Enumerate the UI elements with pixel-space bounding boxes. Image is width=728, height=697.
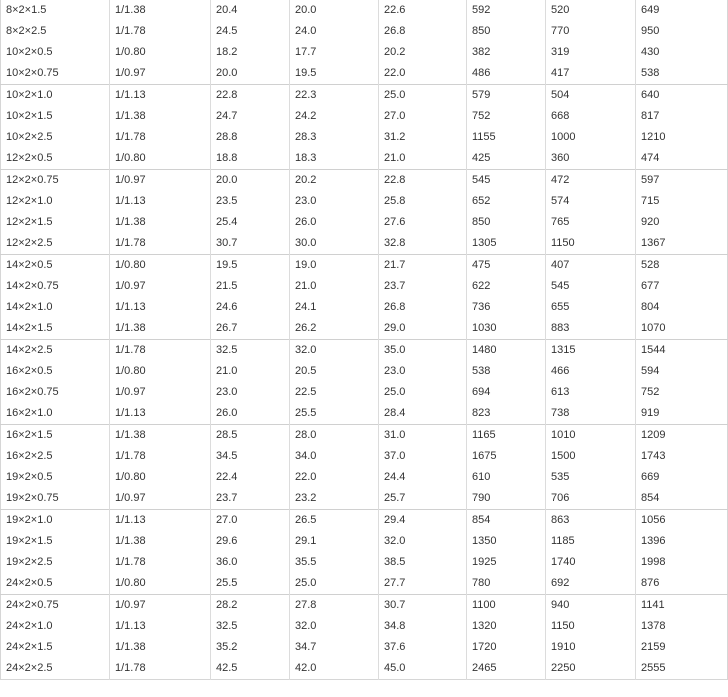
conductor-cell: 1/1.78 (110, 552, 211, 573)
weight-c-cell: 597 (636, 170, 728, 192)
dia-c-cell: 32.0 (379, 531, 467, 552)
table-row (1, 446, 728, 467)
dia-a-cell: 26.7 (211, 318, 290, 340)
dia-c-cell: 34.8 (379, 616, 467, 637)
weight-a-cell: 736 (467, 297, 546, 318)
dia-c-cell: 21.7 (379, 255, 467, 277)
spec-cell: 24×2×2.5 (6, 662, 53, 674)
table-row (1, 637, 728, 658)
table-row (1, 127, 728, 148)
dia-a-cell: 35.2 (211, 637, 290, 658)
dia-a-cell: 27.0 (211, 510, 290, 532)
spec-cell: 24×2×0.75 (1, 595, 110, 617)
conductor-cell: 1/1.78 (110, 127, 211, 148)
dia-b-cell: 26.2 (290, 318, 379, 340)
dia-a-cell: 25.4 (211, 212, 290, 233)
conductor-cell: 1/0.97 (110, 595, 211, 617)
spec-cell: 10×2×1.0 (1, 85, 110, 107)
dia-c-cell: 45.0 (379, 658, 467, 680)
table-row (1, 467, 728, 488)
weight-c-cell: 430 (636, 42, 728, 63)
dia-b-cell: 26.5 (290, 510, 379, 532)
table-row (1, 616, 728, 637)
weight-b-cell: 574 (546, 191, 636, 212)
dia-a-cell: 28.2 (211, 595, 290, 617)
conductor-cell: 1/1.78 (110, 21, 211, 42)
conductor-cell: 1/0.80 (110, 148, 211, 170)
conductor-cell: 1/0.97 (110, 276, 211, 297)
weight-c-cell: 752 (636, 382, 728, 403)
weight-a-cell: 1030 (467, 318, 546, 340)
dia-b-cell: 24.2 (290, 106, 379, 127)
dia-c-cell: 37.6 (379, 637, 467, 658)
spec-cell: 19×2×1.0 (1, 510, 110, 532)
dia-c-cell: 25.0 (379, 382, 467, 403)
table-row (1, 425, 728, 447)
weight-b-cell: 504 (546, 85, 636, 107)
weight-a-cell: 1925 (467, 552, 546, 573)
spec-cell: 16×2×0.75 (6, 386, 59, 398)
dia-c-cell: 20.2 (379, 42, 467, 63)
weight-b-cell: 466 (546, 361, 636, 382)
weight-b-cell: 940 (546, 595, 636, 617)
weight-b-cell: 655 (546, 297, 636, 318)
table-row (1, 340, 728, 362)
dia-b-cell: 30.0 (290, 233, 379, 255)
weight-b-cell: 2250 (546, 658, 636, 680)
dia-a-cell: 24.6 (211, 297, 290, 318)
weight-c-cell: 950 (636, 21, 728, 42)
table-row (1, 488, 728, 510)
dia-b-cell: 25.0 (290, 573, 379, 595)
weight-b-cell: 1150 (546, 233, 636, 255)
conductor-cell: 1/1.38 (110, 106, 211, 127)
table-row (1, 573, 728, 595)
dia-c-cell: 31.2 (379, 127, 467, 148)
dia-c-cell: 22.0 (379, 63, 467, 85)
dia-b-cell: 17.7 (290, 42, 379, 63)
spec-cell: 14×2×1.0 (6, 301, 53, 313)
dia-b-cell: 20.2 (290, 170, 379, 192)
dia-c-cell: 22.6 (379, 0, 467, 21)
spec-cell: 14×2×0.75 (6, 280, 59, 292)
weight-c-cell: 920 (636, 212, 728, 233)
conductor-cell: 1/1.78 (110, 340, 211, 362)
conductor-cell: 1/0.80 (110, 573, 211, 595)
spec-cell: 10×2×0.75 (6, 67, 59, 79)
weight-c-cell: 649 (636, 0, 728, 21)
weight-c-cell: 1141 (636, 595, 728, 617)
dia-b-cell: 20.5 (290, 361, 379, 382)
dia-a-cell: 19.5 (211, 255, 290, 277)
dia-b-cell: 22.0 (290, 467, 379, 488)
conductor-cell: 1/0.97 (110, 382, 211, 403)
weight-a-cell: 780 (467, 573, 546, 595)
dia-a-cell: 32.5 (211, 340, 290, 362)
spec-cell: 12×2×1.0 (6, 195, 53, 207)
dia-a-cell: 22.8 (211, 85, 290, 107)
weight-b-cell: 613 (546, 382, 636, 403)
dia-b-cell: 20.0 (290, 0, 379, 21)
conductor-cell: 1/1.13 (110, 403, 211, 425)
dia-b-cell: 23.0 (290, 191, 379, 212)
conductor-cell: 1/1.13 (110, 616, 211, 637)
dia-a-cell: 28.8 (211, 127, 290, 148)
dia-a-cell: 23.5 (211, 191, 290, 212)
weight-b-cell: 1740 (546, 552, 636, 573)
spec-cell: 24×2×1.0 (6, 620, 53, 632)
spec-cell: 10×2×2.5 (6, 131, 53, 143)
dia-a-cell: 24.7 (211, 106, 290, 127)
spec-cell: 16×2×1.5 (1, 425, 110, 447)
dia-b-cell: 42.0 (290, 658, 379, 680)
dia-a-cell: 22.4 (211, 467, 290, 488)
conductor-cell: 1/1.38 (110, 212, 211, 233)
weight-a-cell: 1305 (467, 233, 546, 255)
table-row (1, 552, 728, 573)
table-row (1, 297, 728, 318)
dia-b-cell: 28.3 (290, 127, 379, 148)
conductor-cell: 1/1.13 (110, 191, 211, 212)
spec-table-body (1, 0, 728, 680)
dia-a-cell: 21.0 (211, 361, 290, 382)
weight-a-cell: 382 (467, 42, 546, 63)
conductor-cell: 1/0.80 (110, 361, 211, 382)
weight-a-cell: 475 (467, 255, 546, 277)
dia-a-cell: 30.7 (211, 233, 290, 255)
weight-a-cell: 1350 (467, 531, 546, 552)
weight-a-cell: 1675 (467, 446, 546, 467)
dia-a-cell: 29.6 (211, 531, 290, 552)
weight-b-cell: 319 (546, 42, 636, 63)
weight-b-cell: 545 (546, 276, 636, 297)
dia-c-cell: 30.7 (379, 595, 467, 617)
spec-cell: 8×2×1.5 (6, 4, 47, 16)
weight-a-cell: 2465 (467, 658, 546, 680)
weight-a-cell: 850 (467, 212, 546, 233)
spec-cell: 19×2×0.5 (6, 471, 53, 483)
weight-c-cell: 538 (636, 63, 728, 85)
table-row (1, 42, 728, 63)
dia-b-cell: 28.0 (290, 425, 379, 447)
spec-cell: 12×2×0.75 (1, 170, 110, 192)
table-row (1, 63, 728, 85)
dia-b-cell: 23.2 (290, 488, 379, 510)
dia-a-cell: 34.5 (211, 446, 290, 467)
dia-c-cell: 35.0 (379, 340, 467, 362)
dia-b-cell: 26.0 (290, 212, 379, 233)
weight-c-cell: 919 (636, 403, 728, 425)
weight-b-cell: 883 (546, 318, 636, 340)
weight-c-cell: 669 (636, 467, 728, 488)
conductor-cell: 1/1.38 (110, 637, 211, 658)
weight-c-cell: 1378 (636, 616, 728, 637)
dia-c-cell: 27.6 (379, 212, 467, 233)
weight-a-cell: 486 (467, 63, 546, 85)
weight-c-cell: 677 (636, 276, 728, 297)
weight-c-cell: 1367 (636, 233, 728, 255)
dia-a-cell: 20.4 (211, 0, 290, 21)
weight-b-cell: 1185 (546, 531, 636, 552)
dia-b-cell: 22.3 (290, 85, 379, 107)
weight-b-cell: 1500 (546, 446, 636, 467)
weight-a-cell: 622 (467, 276, 546, 297)
weight-b-cell: 765 (546, 212, 636, 233)
spec-cell: 12×2×2.5 (6, 237, 53, 249)
weight-b-cell: 1010 (546, 425, 636, 447)
dia-c-cell: 23.7 (379, 276, 467, 297)
weight-a-cell: 1165 (467, 425, 546, 447)
spec-cell: 24×2×1.5 (6, 641, 53, 653)
dia-b-cell: 27.8 (290, 595, 379, 617)
conductor-cell: 1/0.80 (110, 467, 211, 488)
table-row (1, 382, 728, 403)
spec-cell: 16×2×1.0 (6, 407, 53, 419)
dia-c-cell: 27.7 (379, 573, 467, 595)
weight-b-cell: 1315 (546, 340, 636, 362)
spec-cell: 14×2×0.5 (1, 255, 110, 277)
dia-c-cell: 24.4 (379, 467, 467, 488)
table-row (1, 318, 728, 340)
dia-b-cell: 21.0 (290, 276, 379, 297)
spec-cell: 12×2×0.5 (6, 152, 53, 164)
weight-c-cell: 1070 (636, 318, 728, 340)
table-row (1, 212, 728, 233)
table-row (1, 85, 728, 107)
dia-b-cell: 18.3 (290, 148, 379, 170)
weight-a-cell: 579 (467, 85, 546, 107)
conductor-cell: 1/0.97 (110, 63, 211, 85)
table-row (1, 595, 728, 617)
table-row (1, 106, 728, 127)
conductor-cell: 1/0.80 (110, 255, 211, 277)
weight-b-cell: 770 (546, 21, 636, 42)
dia-a-cell: 28.5 (211, 425, 290, 447)
weight-b-cell: 472 (546, 170, 636, 192)
spec-cell: 19×2×2.5 (6, 556, 53, 568)
table-row (1, 531, 728, 552)
weight-c-cell: 474 (636, 148, 728, 170)
spec-cell: 19×2×0.75 (6, 492, 59, 504)
weight-a-cell: 610 (467, 467, 546, 488)
conductor-cell: 1/1.13 (110, 297, 211, 318)
weight-a-cell: 1320 (467, 616, 546, 637)
table-row (1, 191, 728, 212)
table-row (1, 0, 728, 21)
table-row (1, 510, 728, 532)
spec-cell: 16×2×2.5 (6, 450, 53, 462)
dia-b-cell: 24.0 (290, 21, 379, 42)
dia-a-cell: 23.0 (211, 382, 290, 403)
weight-b-cell: 692 (546, 573, 636, 595)
dia-a-cell: 18.2 (211, 42, 290, 63)
weight-c-cell: 715 (636, 191, 728, 212)
weight-a-cell: 854 (467, 510, 546, 532)
dia-c-cell: 25.8 (379, 191, 467, 212)
conductor-cell: 1/1.78 (110, 233, 211, 255)
weight-a-cell: 752 (467, 106, 546, 127)
weight-b-cell: 738 (546, 403, 636, 425)
weight-a-cell: 694 (467, 382, 546, 403)
weight-a-cell: 425 (467, 148, 546, 170)
weight-b-cell: 520 (546, 0, 636, 21)
spec-cell: 16×2×0.5 (6, 365, 53, 377)
conductor-cell: 1/1.38 (110, 0, 211, 21)
table-row (1, 658, 728, 680)
weight-c-cell: 2555 (636, 658, 728, 680)
weight-a-cell: 1155 (467, 127, 546, 148)
conductor-cell: 1/1.78 (110, 658, 211, 680)
table-row (1, 276, 728, 297)
weight-a-cell: 545 (467, 170, 546, 192)
spec-cell: 10×2×0.5 (6, 46, 53, 58)
conductor-cell: 1/1.13 (110, 510, 211, 532)
dia-b-cell: 29.1 (290, 531, 379, 552)
weight-b-cell: 706 (546, 488, 636, 510)
dia-a-cell: 36.0 (211, 552, 290, 573)
weight-a-cell: 823 (467, 403, 546, 425)
dia-b-cell: 32.0 (290, 340, 379, 362)
dia-a-cell: 25.5 (211, 573, 290, 595)
dia-b-cell: 34.0 (290, 446, 379, 467)
spec-cell: 12×2×1.5 (6, 216, 53, 228)
weight-a-cell: 1720 (467, 637, 546, 658)
weight-b-cell: 668 (546, 106, 636, 127)
weight-a-cell: 652 (467, 191, 546, 212)
dia-c-cell: 26.8 (379, 297, 467, 318)
conductor-cell: 1/1.38 (110, 425, 211, 447)
table-row (1, 21, 728, 42)
conductor-cell: 1/1.78 (110, 446, 211, 467)
weight-c-cell: 1209 (636, 425, 728, 447)
conductor-cell: 1/0.97 (110, 170, 211, 192)
dia-a-cell: 23.7 (211, 488, 290, 510)
dia-c-cell: 25.0 (379, 85, 467, 107)
spec-cell: 10×2×1.5 (6, 110, 53, 122)
weight-c-cell: 854 (636, 488, 728, 510)
weight-a-cell: 592 (467, 0, 546, 21)
spec-cell: 14×2×2.5 (1, 340, 110, 362)
dia-c-cell: 32.8 (379, 233, 467, 255)
conductor-cell: 1/1.13 (110, 85, 211, 107)
dia-c-cell: 27.0 (379, 106, 467, 127)
weight-c-cell: 640 (636, 85, 728, 107)
weight-b-cell: 1150 (546, 616, 636, 637)
weight-a-cell: 538 (467, 361, 546, 382)
dia-c-cell: 28.4 (379, 403, 467, 425)
conductor-cell: 1/1.38 (110, 531, 211, 552)
dia-c-cell: 25.7 (379, 488, 467, 510)
table-row (1, 361, 728, 382)
weight-c-cell: 804 (636, 297, 728, 318)
weight-c-cell: 1998 (636, 552, 728, 573)
weight-a-cell: 790 (467, 488, 546, 510)
dia-b-cell: 22.5 (290, 382, 379, 403)
dia-a-cell: 26.0 (211, 403, 290, 425)
dia-a-cell: 21.5 (211, 276, 290, 297)
dia-a-cell: 18.8 (211, 148, 290, 170)
weight-c-cell: 1396 (636, 531, 728, 552)
table-row (1, 148, 728, 170)
dia-c-cell: 29.0 (379, 318, 467, 340)
weight-c-cell: 876 (636, 573, 728, 595)
weight-c-cell: 1743 (636, 446, 728, 467)
dia-c-cell: 31.0 (379, 425, 467, 447)
dia-a-cell: 20.0 (211, 170, 290, 192)
weight-c-cell: 528 (636, 255, 728, 277)
conductor-cell: 1/1.38 (110, 318, 211, 340)
spec-cell: 8×2×2.5 (6, 25, 47, 37)
weight-b-cell: 360 (546, 148, 636, 170)
dia-c-cell: 29.4 (379, 510, 467, 532)
dia-b-cell: 19.5 (290, 63, 379, 85)
spec-cell: 14×2×1.5 (6, 322, 53, 334)
dia-a-cell: 24.5 (211, 21, 290, 42)
dia-c-cell: 21.0 (379, 148, 467, 170)
weight-c-cell: 1056 (636, 510, 728, 532)
dia-b-cell: 24.1 (290, 297, 379, 318)
weight-b-cell: 1910 (546, 637, 636, 658)
dia-a-cell: 42.5 (211, 658, 290, 680)
weight-c-cell: 1544 (636, 340, 728, 362)
table-row (1, 403, 728, 425)
dia-c-cell: 26.8 (379, 21, 467, 42)
table-row (1, 255, 728, 277)
table-row (1, 170, 728, 192)
weight-b-cell: 1000 (546, 127, 636, 148)
dia-b-cell: 25.5 (290, 403, 379, 425)
weight-a-cell: 1480 (467, 340, 546, 362)
dia-a-cell: 32.5 (211, 616, 290, 637)
weight-b-cell: 417 (546, 63, 636, 85)
conductor-cell: 1/0.97 (110, 488, 211, 510)
spec-cell: 19×2×1.5 (6, 535, 53, 547)
dia-c-cell: 23.0 (379, 361, 467, 382)
table-row (1, 233, 728, 255)
conductor-cell: 1/0.80 (110, 42, 211, 63)
weight-a-cell: 1100 (467, 595, 546, 617)
weight-b-cell: 407 (546, 255, 636, 277)
dia-c-cell: 22.8 (379, 170, 467, 192)
dia-c-cell: 38.5 (379, 552, 467, 573)
spec-cell: 24×2×0.5 (6, 577, 53, 589)
weight-b-cell: 863 (546, 510, 636, 532)
dia-b-cell: 19.0 (290, 255, 379, 277)
dia-b-cell: 35.5 (290, 552, 379, 573)
dia-a-cell: 20.0 (211, 63, 290, 85)
weight-c-cell: 1210 (636, 127, 728, 148)
dia-b-cell: 32.0 (290, 616, 379, 637)
dia-b-cell: 34.7 (290, 637, 379, 658)
weight-c-cell: 2159 (636, 637, 728, 658)
weight-b-cell: 535 (546, 467, 636, 488)
weight-c-cell: 594 (636, 361, 728, 382)
weight-c-cell: 817 (636, 106, 728, 127)
dia-c-cell: 37.0 (379, 446, 467, 467)
weight-a-cell: 850 (467, 21, 546, 42)
